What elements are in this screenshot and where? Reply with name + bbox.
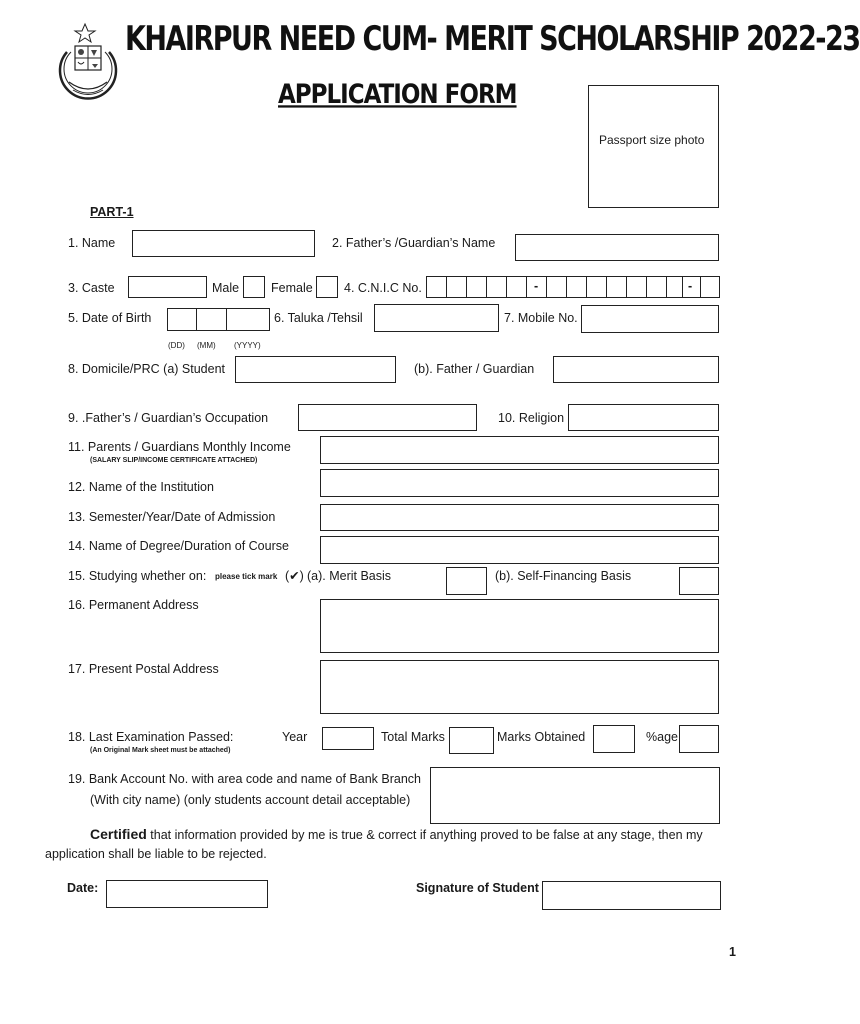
last-exam-note: (An Original Mark sheet must be attached) (90, 747, 231, 754)
label-male: Male (212, 281, 240, 295)
female-checkbox[interactable] (316, 276, 338, 298)
label-cnic: 4. C.N.I.C No. (344, 281, 422, 295)
religion-input[interactable] (568, 404, 719, 431)
label-permanent-address: 16. Permanent Address (68, 598, 199, 612)
marks-obtained-input[interactable] (593, 725, 635, 753)
label-last-exam: 18. Last Examination Passed: (68, 730, 234, 744)
permanent-address-input[interactable] (320, 599, 719, 653)
form-subtitle: APPLICATION FORM (278, 80, 517, 110)
label-bank-account-note: (With city name) (only students account detail acceptable) (90, 793, 411, 807)
postal-address-input[interactable] (320, 660, 719, 714)
cnic-dash-1: - (534, 279, 539, 293)
father-name-input[interactable] (515, 234, 719, 261)
self-financing-checkbox[interactable] (679, 567, 719, 595)
semester-input[interactable] (320, 504, 719, 531)
certification-line-1 (90, 826, 703, 842)
label-domicile-father: (b). Father / Guardian (414, 362, 535, 376)
domicile-student-input[interactable] (235, 356, 396, 383)
dob-hint-mm: (MM) (197, 341, 216, 350)
label-occupation: 9. .Father’s / Guardian’s Occupation (68, 411, 269, 425)
label-self-financing: (b). Self-Financing Basis (495, 569, 632, 583)
photo-label: Passport size photo (599, 133, 705, 147)
dob-hint-dd: (DD) (168, 341, 185, 350)
label-dob: 5. Date of Birth (68, 311, 152, 325)
label-name: 1. Name (68, 236, 116, 250)
part-heading: PART-1 (90, 205, 134, 219)
occupation-input[interactable] (298, 404, 477, 431)
label-female: Female (271, 281, 313, 295)
label-domicile-student: 8. Domicile/PRC (a) Student (68, 362, 226, 376)
name-input[interactable] (132, 230, 315, 257)
signature-input[interactable] (542, 881, 721, 910)
label-postal-address: 17. Present Postal Address (68, 662, 219, 676)
tick-hint: please tick mark (215, 572, 278, 581)
label-religion: 10. Religion (498, 411, 565, 425)
label-income: 11. Parents / Guardians Monthly Income (68, 440, 291, 454)
dob-hint-yyyy: (YYYY) (234, 341, 261, 350)
caste-input[interactable] (128, 276, 207, 298)
certification-line-2: application shall be liable to be rejected. (45, 847, 267, 861)
taluka-input[interactable] (374, 304, 499, 332)
male-checkbox[interactable] (243, 276, 265, 298)
emblem-logo (55, 22, 121, 104)
total-marks-input[interactable] (449, 727, 494, 754)
label-studying: 15. Studying whether on: (68, 569, 207, 583)
certified-word: Certified (90, 826, 147, 842)
certification-text: that information provided by me is true & correct if anything proved to be false at any stage, then my (150, 828, 703, 842)
label-degree: 14. Name of Degree/Duration of Course (68, 539, 289, 553)
label-semester: 13. Semester/Year/Date of Admission (68, 510, 276, 524)
bank-account-input[interactable] (430, 767, 720, 824)
label-caste: 3. Caste (68, 281, 115, 295)
dob-input[interactable] (167, 308, 270, 331)
passport-photo-box[interactable] (588, 85, 719, 208)
institution-input[interactable] (320, 469, 719, 497)
label-father-name: 2. Father’s /Guardian’s Name (332, 236, 496, 250)
date-input[interactable] (106, 880, 268, 908)
label-bank-account: 19. Bank Account No. with area code and name of Bank Branch (68, 772, 421, 786)
label-merit: (a). Merit Basis (307, 569, 392, 583)
form-title: KHAIRPUR NEED CUM- MERIT SCHOLARSHIP 2022-23 (125, 20, 860, 59)
degree-input[interactable] (320, 536, 719, 564)
label-signature: Signature of Student (416, 881, 539, 895)
page-number: 1 (729, 945, 736, 959)
income-note: (SALARY SLIP/INCOME CERTIFICATE ATTACHED) (90, 457, 258, 464)
label-year: Year (282, 730, 308, 744)
tick-symbol: (✔) (285, 569, 304, 583)
year-input[interactable] (322, 727, 374, 750)
merit-checkbox[interactable] (446, 567, 487, 595)
label-date: Date: (67, 881, 99, 895)
income-input[interactable] (320, 436, 719, 464)
label-institution: 12. Name of the Institution (68, 480, 214, 494)
cnic-input[interactable] (426, 276, 720, 298)
percentage-input[interactable] (679, 725, 719, 753)
label-taluka: 6. Taluka /Tehsil (274, 311, 363, 325)
label-marks-obtained: Marks Obtained (497, 730, 586, 744)
mobile-input[interactable] (581, 305, 719, 333)
domicile-father-input[interactable] (553, 356, 719, 383)
label-percentage: %age (646, 730, 678, 744)
label-total-marks: Total Marks (381, 730, 445, 744)
cnic-dash-2: - (688, 279, 693, 293)
label-mobile: 7. Mobile No. (504, 311, 578, 325)
